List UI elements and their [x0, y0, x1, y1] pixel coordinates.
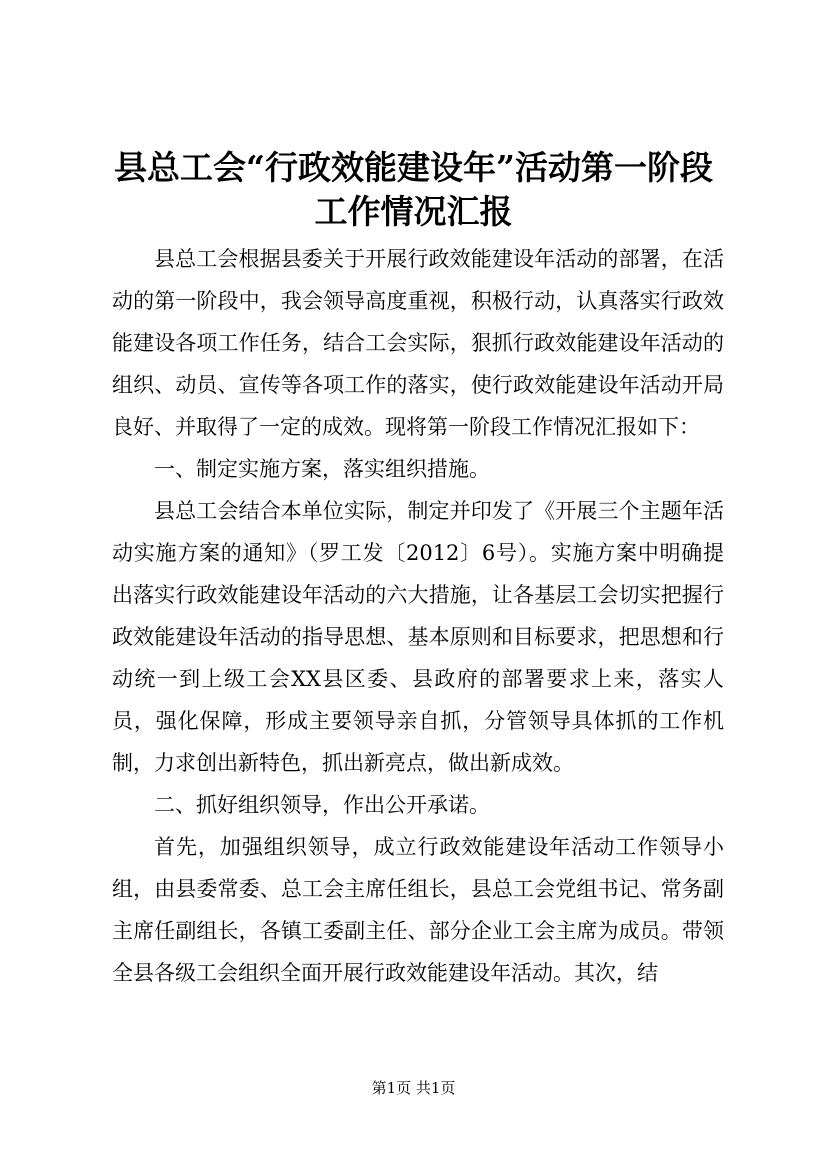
paragraph-section-1: 县总工会结合本单位实际，制定并印发了《开展三个主题年活动实施方案的通知》（罗工发〔2012〕6号）。实施方案中明确提出落实行政效能建设年活动的六大措施，让各基层工会切实把握行政效能建设年活动的指导思想、基本原则和目标要求，把思想和行动统一到上级工会XX县区委、县政府的部署要求上来，落实人员，强化保障，形成主要领导亲自抓，分管领导具体抓的工作机制，力求创出新特色，抓出新亮点，做出新成效。	[112, 499, 724, 775]
paragraph-section-2: 首先，加强组织领导，成立行政效能建设年活动工作领导小组，由县委常委、总工会主席任组长，县总工会党组书记、常务副主席任副组长，各镇工委副主任、部分企业工会主席为成员。带领全县各级工会组织全面开展行政效能建设年活动。其次，结	[112, 835, 724, 985]
page-number: 第1页 共1页	[371, 1079, 456, 1097]
page-footer	[0, 1078, 827, 1098]
paragraph-intro: 县总工会根据县委关于开展行政效能建设年活动的部署，在活动的第一阶段中，我会领导高度重视，积极行动，认真落实行政效能建设各项工作任务，结合工会实际，狠抓行政效能建设年活动的组织、动员、宣传等各项工作的落实，使行政效能建设年活动开局良好、并取得了一定的成效。现将第一阶段工作情况汇报如下：	[112, 247, 724, 439]
section-heading-2: 二、抓好组织领导，作出公开承诺。	[154, 793, 490, 817]
section-heading-1: 一、制定实施方案，落实组织措施。	[154, 457, 490, 481]
document-title: 县总工会“行政效能建设年”活动第一阶段工作情况汇报	[114, 148, 713, 231]
document-body	[112, 238, 724, 994]
